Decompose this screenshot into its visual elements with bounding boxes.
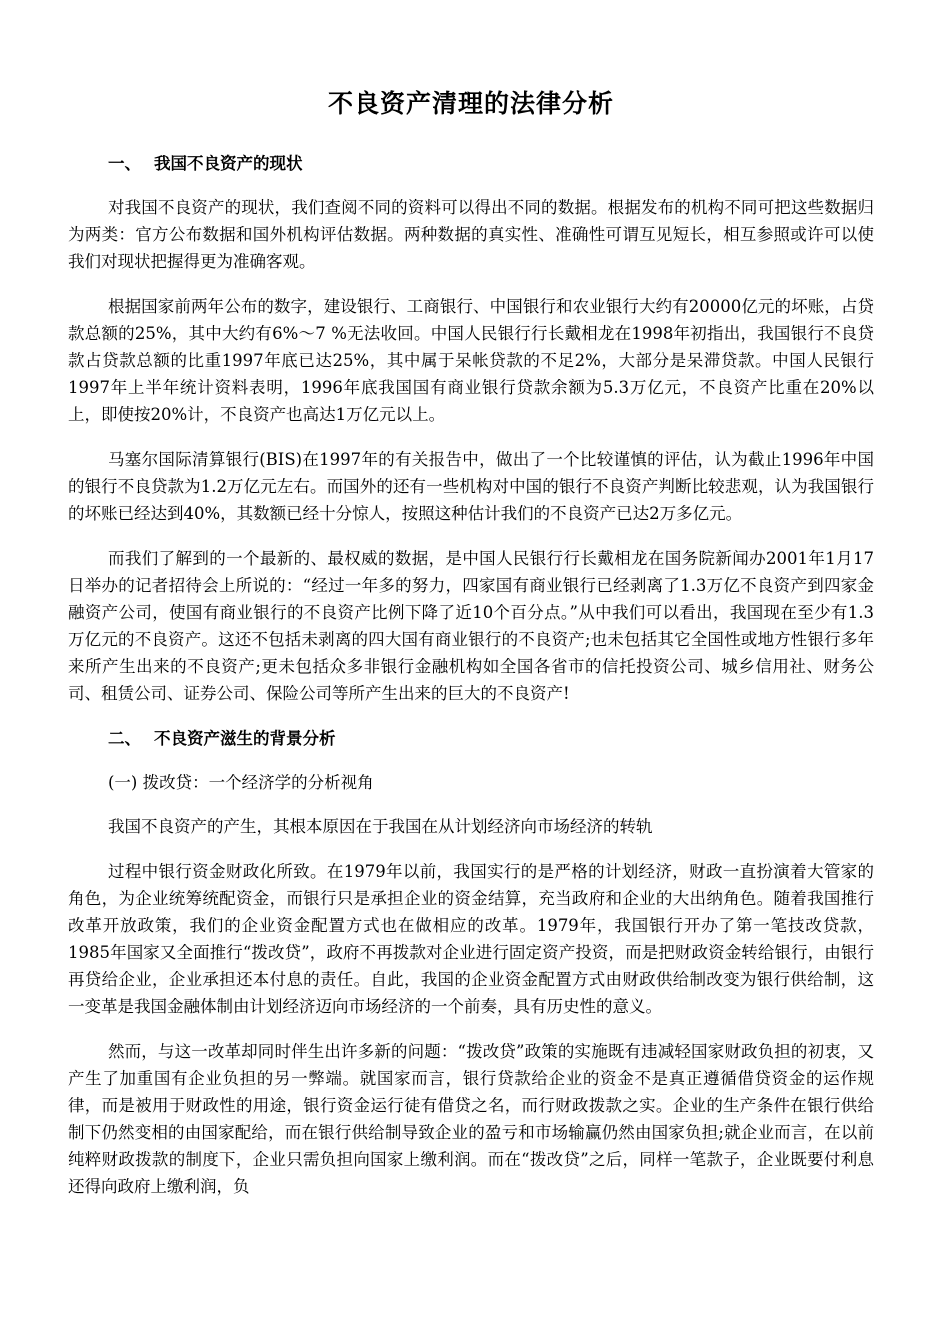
paragraph: 根据国家前两年公布的数字，建设银行、工商银行、中国银行和农业银行大约有20000亿元的坏账，占贷款总额的25%，其中大约有6%～7 %无法收回。中国人民银行行长戴相龙在1998年初指出，我国银行不良贷款占贷款总额的比重1997年底已达25%，其中属于呆帐贷款的不足2%，大部分是呆滞贷款。中国人民银行1997年上半年统计资料表明，1996年底我国国有商业银行贷款余额为5.3万亿元，不良资产比重在20%以上，即使按20%计，不良资产也高达1万亿元以上。 bbox=[68, 297, 874, 424]
section-title: 我国不良资产的现状 bbox=[154, 154, 303, 173]
paragraph: 过程中银行资金财政化所致。在1979年以前，我国实行的是严格的计划经济，财政一直扮演着大管家的角色，为企业统筹统配资金，而银行只是承担企业的资金结算，充当政府和企业的大出纳角色。随着我国推行改革开放政策，我们的企业资金配置方式也在做相应的改革。1979年，我国银行开办了第一笔技改贷款，1985年国家又全面推行“拨改贷”，政府不再拨款对企业进行固定资产投资，而是把财政资金转给银行，由银行再贷给企业，企业承担还本付息的责任。自此，我国的企业资金配置方式由财政供给制改变为银行供给制，这一变革是我国金融体制由计划经济迈向市场经济的一个前奏，具有历史性的意义。 bbox=[68, 862, 874, 1016]
paragraph: 然而，与这一改革却同时伴生出许多新的问题：“拨改贷”政策的实施既有违减轻国家财政负担的初衷，又产生了加重国有企业负担的另一弊端。就国家而言，银行贷款给企业的资金不是真正遵循借贷资金的运作规律，而是被用于财政性的用途，银行资金运行徒有借贷之名，而行财政拨款之实。企业的生产条件在银行供给制下仍然变相的由国家配给，而在银行供给制导致企业的盈亏和市场输赢仍然由国家负担;就企业而言，在以前纯粹财政拨款的制度下，企业只需负担向国家上缴利润。而在“拨改贷”之后，同样一笔款子，企业既要付利息还得向政府上缴利润，负 bbox=[68, 1042, 874, 1196]
paragraph: 马塞尔国际清算银行(BIS)在1997年的有关报告中，做出了一个比较谨慎的评估，认为截止1996年中国的银行不良贷款为1.2万亿元左右。而国外的还有一些机构对中国的银行不良资产判断比较悲观，认为我国银行的坏账已经达到40%，其数额已经十分惊人，按照这种估计我们的不良资产已达2万多亿元。 bbox=[68, 450, 874, 523]
paragraph: 对我国不良资产的现状，我们查阅不同的资料可以得出不同的数据。根据发布的机构不同可把这些数据归为两类：官方公布数据和国外机构评估数据。两种数据的真实性、准确性可谓互见短长，相互参照或许可以使我们对现状把握得更为准确客观。 bbox=[68, 198, 874, 271]
section-number: 二、 bbox=[108, 729, 141, 748]
paragraph: 我国不良资产的产生，其根本原因在于我国在从计划经济向市场经济的转轨 bbox=[108, 817, 653, 836]
subsection-heading: (一) 拨改贷：一个经济学的分析视角 bbox=[108, 773, 374, 792]
section-heading-2 bbox=[108, 725, 874, 749]
section-number: 一、 bbox=[108, 154, 141, 173]
section-heading-1 bbox=[108, 150, 874, 174]
section-title: 不良资产滋生的背景分析 bbox=[154, 729, 336, 748]
paragraph: 而我们了解到的一个最新的、最权威的数据，是中国人民银行行长戴相龙在国务院新闻办2001年1月17日举办的记者招待会上所说的：“经过一年多的努力，四家国有商业银行已经剥离了1.3万亿不良资产到四家金融资产公司，使国有商业银行的不良资产比例下降了近10个百分点。”从中我们可以看出，我国现在至少有1.3万亿元的不良资产。这还不包括未剥离的四大国有商业银行的不良资产;也未包括其它全国性或地方性银行多年来所产生出来的不良资产;更未包括众多非银行金融机构如全国各省市的信托投资公司、城乡信用社、财务公司、租赁公司、证券公司、保险公司等所产生出来的巨大的不良资产! bbox=[68, 549, 874, 703]
document-title: 不良资产清理的法律分析 bbox=[327, 89, 614, 118]
